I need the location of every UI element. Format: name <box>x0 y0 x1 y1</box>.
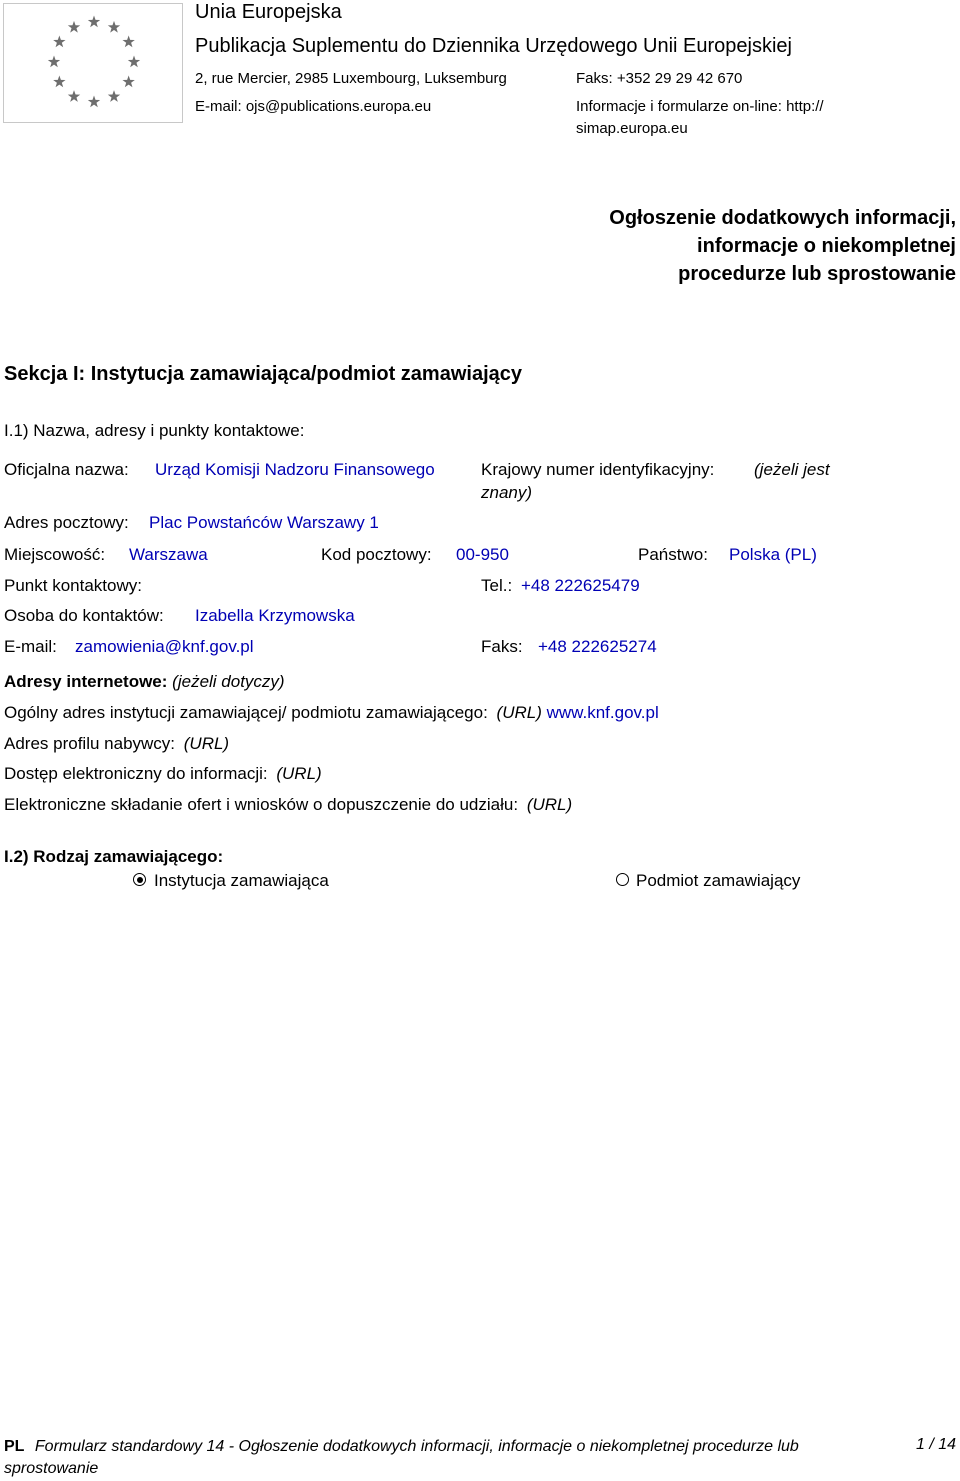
footer-form-name: Formularz standardowy 14 - Ogłoszenie dodatkowych informacji, informacje o niekompletnej procedurze lub sprostowanie <box>4 1438 799 1477</box>
buyer-profile-row <box>4 734 229 754</box>
header-email[interactable]: E-mail: ojs@publications.europa.eu <box>195 98 432 115</box>
eu-star-icon <box>68 90 80 102</box>
document-title: Ogłoszenie dodatkowych informacji, informacje o niekompletnej procedurze lub sprostowanie <box>609 207 956 285</box>
internet-addresses-note: (jeżeli dotyczy) <box>172 672 285 691</box>
postcode-label: Kod pocztowy: <box>321 545 432 564</box>
country-label: Państwo: <box>638 545 708 564</box>
fax-label: Faks: <box>481 637 523 656</box>
eu-logo <box>3 3 183 123</box>
eu-star-icon <box>122 36 134 48</box>
eu-star-icon <box>53 76 65 88</box>
eu-star-icon <box>88 16 100 28</box>
url-note: (URL) <box>526 795 573 814</box>
option-contracting-authority: Instytucja zamawiająca <box>154 871 329 890</box>
internet-addresses-row <box>4 672 285 692</box>
postal-address-value: Plac Powstańców Warszawy 1 <box>149 513 379 532</box>
email-label: E-mail: <box>4 637 57 656</box>
contact-person-label: Osoba do kontaktów: <box>4 606 164 625</box>
tel-value: +48 222625479 <box>521 576 640 595</box>
option-contracting-entity: Podmiot zamawiający <box>636 871 801 890</box>
header-online-link[interactable]: simap.europa.eu <box>576 120 688 137</box>
i1-heading: I.1) Nazwa, adresy i punkty kontaktowe: <box>4 421 305 440</box>
city-label: Miejscowość: <box>4 545 106 564</box>
contact-point-label: Punkt kontaktowy: <box>4 576 142 595</box>
eu-star-icon <box>122 76 134 88</box>
i2-heading: I.2) Rodzaj zamawiającego: <box>4 847 224 866</box>
eu-flag-stars-icon <box>4 4 182 122</box>
eu-star-icon <box>53 36 65 48</box>
official-name-value: Urząd Komisji Nadzoru Finansowego <box>155 460 435 479</box>
footer <box>4 1436 874 1480</box>
national-id-label: Krajowy numer identyfikacyjny: <box>481 460 715 479</box>
eu-star-icon <box>108 21 120 33</box>
header-address: 2, rue Mercier, 2985 Luxembourg, Luksemburg <box>195 70 507 87</box>
internet-addresses-label: Adresy internetowe: <box>4 672 168 691</box>
electronic-submission-label: Elektroniczne składanie ofert i wniosków o dopuszczenie do udziału: <box>4 795 519 814</box>
header-online-info: Informacje i formularze on-line: http:// <box>576 98 824 115</box>
header-org: Unia Europejska <box>195 1 342 23</box>
fax-value: +48 222625274 <box>538 637 657 656</box>
buyer-profile-label: Adres profilu nabywcy: <box>4 734 176 753</box>
header-fax: Faks: +352 29 29 42 670 <box>576 70 743 87</box>
tel-label: Tel.: <box>481 576 513 595</box>
eu-star-icon <box>88 96 100 108</box>
national-id-note: (jeżeli jest <box>754 460 830 479</box>
general-address-row <box>4 703 659 723</box>
contact-person-value: Izabella Krzymowska <box>195 606 355 625</box>
page-number: 1 / 14 <box>915 1436 956 1453</box>
postcode-value: 00-950 <box>456 545 509 564</box>
electronic-access-label: Dostęp elektroniczny do informacji: <box>4 764 268 783</box>
eu-star-icon <box>48 56 60 68</box>
footer-lang: PL <box>4 1438 25 1455</box>
official-name-label: Oficjalna nazwa: <box>4 460 129 479</box>
header-publication: Publikacja Suplementu do Dziennika Urzędowego Unii Europejskiej <box>195 35 792 57</box>
url-note: (URL) <box>496 703 542 722</box>
radio-contracting-authority[interactable] <box>133 873 146 886</box>
url-note: (URL) <box>183 734 230 753</box>
city-value: Warszawa <box>129 545 208 564</box>
national-id-note-cont: znany) <box>481 483 533 502</box>
eu-star-icon <box>108 90 120 102</box>
section-title: Sekcja I: Instytucja zamawiająca/podmiot zamawiający <box>4 363 522 385</box>
general-address-label: Ogólny adres instytucji zamawiającej/ podmiotu zamawiającego: <box>4 703 488 722</box>
radio-contracting-entity[interactable] <box>616 873 629 886</box>
email-value[interactable]: zamowienia@knf.gov.pl <box>75 637 254 656</box>
electronic-submission-row <box>4 795 572 815</box>
eu-star-icon <box>128 56 140 68</box>
general-address-link[interactable]: www.knf.gov.pl <box>546 703 659 722</box>
country-value: Polska (PL) <box>729 545 817 564</box>
eu-star-icon <box>68 21 80 33</box>
postal-address-label: Adres pocztowy: <box>4 513 129 532</box>
electronic-access-row <box>4 764 322 784</box>
url-note: (URL) <box>276 764 322 783</box>
